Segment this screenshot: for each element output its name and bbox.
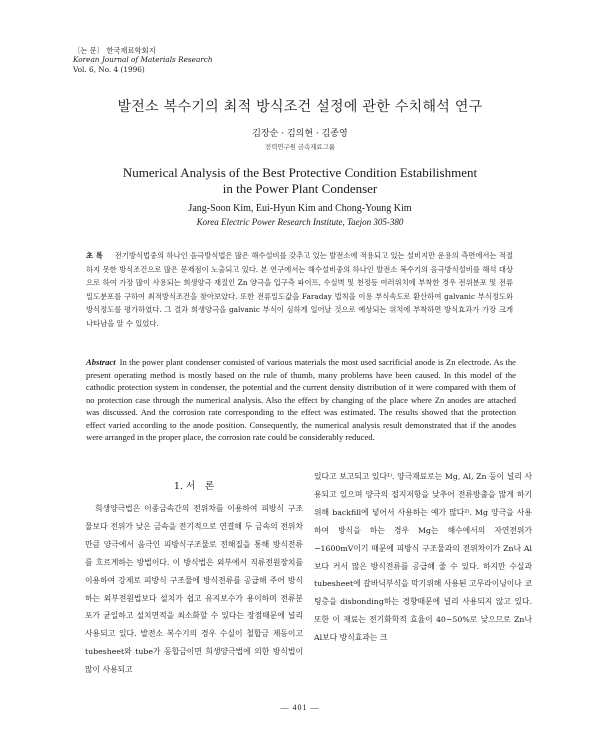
paper-title-en xyxy=(0,165,600,197)
body-text-left xyxy=(85,500,303,679)
affiliation-ko: 전력연구원 금속재료그룹 xyxy=(265,143,335,151)
journal-header xyxy=(73,46,213,74)
body-column-left xyxy=(85,478,303,679)
abstract-ko xyxy=(86,249,513,330)
authors-en: Jang-Soon Kim, Eui-Hyun Kim and Chong-Young Kim xyxy=(188,203,412,214)
abstract-en-label: Abstract xyxy=(86,357,116,367)
section-heading-introduction: 1. 서 론 xyxy=(173,481,215,492)
journal-name-ko: 〔논 문〕 한국재료학회지 xyxy=(73,46,156,55)
abstract-ko-label: 초 록 xyxy=(86,251,103,260)
paragraph-right: 있다고 보고되고 있다¹⁾. 양극재료로는 Mg, Al, Zn 등이 널리 사용되고 있으며 양극의 접지저항을 낮추어 전류방출을 많게 하기위해 backfill에 넣어서 사용하는 예가 많다²⁾. Mg 양극을 사용하여 방식을 하는 경우 Mg는 해수에서의 자연전위가 −1600mV이기 때문에 피방식 구조물과의 전위차이가 Zn나 Al보다 커서 많은 방식전류를 공급해 줄 수 있다. 하지만 수실과 tubesheet에 갈바닉부식을 막기위해 사용된 고무라이닝이나 코팅층을 disbonding하는 경향때문에 널리 사용되지 않고 있다. 또한 이 재료는 전기화학적 효율이 40~50%로 낮으므로 Zn나 Al보다 방식효과는 크 xyxy=(314,472,532,643)
journal-volume: Vol. 6, No. 4 (1996) xyxy=(73,64,145,74)
paragraph-left: 희생양극법은 이종금속간의 전위차를 이용하여 피방식 구조물보다 전위가 낮은 금속을 전기적으로 연결해 두 금속의 전위차만큼 양극에서 음극인 피방식구조물로 전해질을 통해 방식전류를 흐르게하는 방법이다. 이 방식법은 외부에서 직류전원장치를 이용하여 강제로 피방식 구조물에 방식전류를 공급해 주어 방식하는 외부전원법보다 설치가 쉽고 유지보수가 용이하며 전류분포가 균일하고 설치면적을 최소화할 수 있다는 장점때문에 널리 사용되고 있다. 발전소 복수기의 경우 수실이 철합금 제동이고 tubesheet와 tube가 동합금이면 희생양극법에 의한 방식법이 많이 사용되고 xyxy=(85,504,303,675)
authors-ko: 김장순 · 김의현 · 김종영 xyxy=(252,129,348,139)
journal-name-en: Korean Journal of Materials Research xyxy=(73,55,213,65)
page-number: — 401 — xyxy=(280,703,320,712)
body-column-right xyxy=(314,468,532,647)
abstract-en xyxy=(86,356,516,444)
affiliation-en: Korea Electric Power Research Institute, Taejon 305-380 xyxy=(196,217,404,227)
body-text-right xyxy=(314,468,532,647)
paper-title-ko: 발전소 복수기의 최적 방식조건 설정에 관한 수치해석 연구 xyxy=(117,99,483,115)
paper-title-en-line2: in the Power Plant Condenser xyxy=(222,181,378,196)
abstract-en-text: In the power plant condenser consisted of various materials the most used sacrificial anode is Zn electrode. As the present operating method is mostly based on the rule of thumb, many problems have been caused. In this model of the cathodic protection system in condenser, the potential and the current density distribution of it were compared with them of no protection case through the numerical analysis. Also the effect by changing of the place where Zn anodes are attached was discussed. And the corrosion rate corresponding to the effect was estimated. The results showed that the protection effect varied according to the anode position. Consequently, the numerical analysis result demonstrated that if the anodes were arranged in the proper place, the corrosion rate could be considerably reduced. xyxy=(86,357,516,442)
paper-title-en-line1: Numerical Analysis of the Best Protective Condition Estabilishment xyxy=(122,165,478,180)
abstract-ko-text: 전기방식법중의 하나인 음극방식법은 많은 해수설비를 갖추고 있는 발전소에 적용되고 있는 설비지만 운용의 측면에서는 적절하지 못한 방식조건으로 많은 문제점이 노출되고 있다. 본 연구에서는 해수설비중의 하나인 발전소 복수기의 음극방식설비를 해석 대상으로 하여 가장 많이 사용되는 희생양극 재질인 Zn 양극을 입구측 파이프, 수실벽 및 천정등 여러위치에 부착한 경우 전위분포 및 전류밀도분포를 구하여 최적방식조건을 찾아보았다. 또한 전류밀도값을 Faraday 법칙을 이용 부식속도로 환산하여 galvanic 부식정도와 방식정도를 평가하였다. 그 결과 희생양극을 galvanic 부식이 심하게 일어날 것으로 예상되는 위치에 부착하면 방식효과가 가장 크게 나타남을 알 수 있었다. xyxy=(86,251,514,328)
